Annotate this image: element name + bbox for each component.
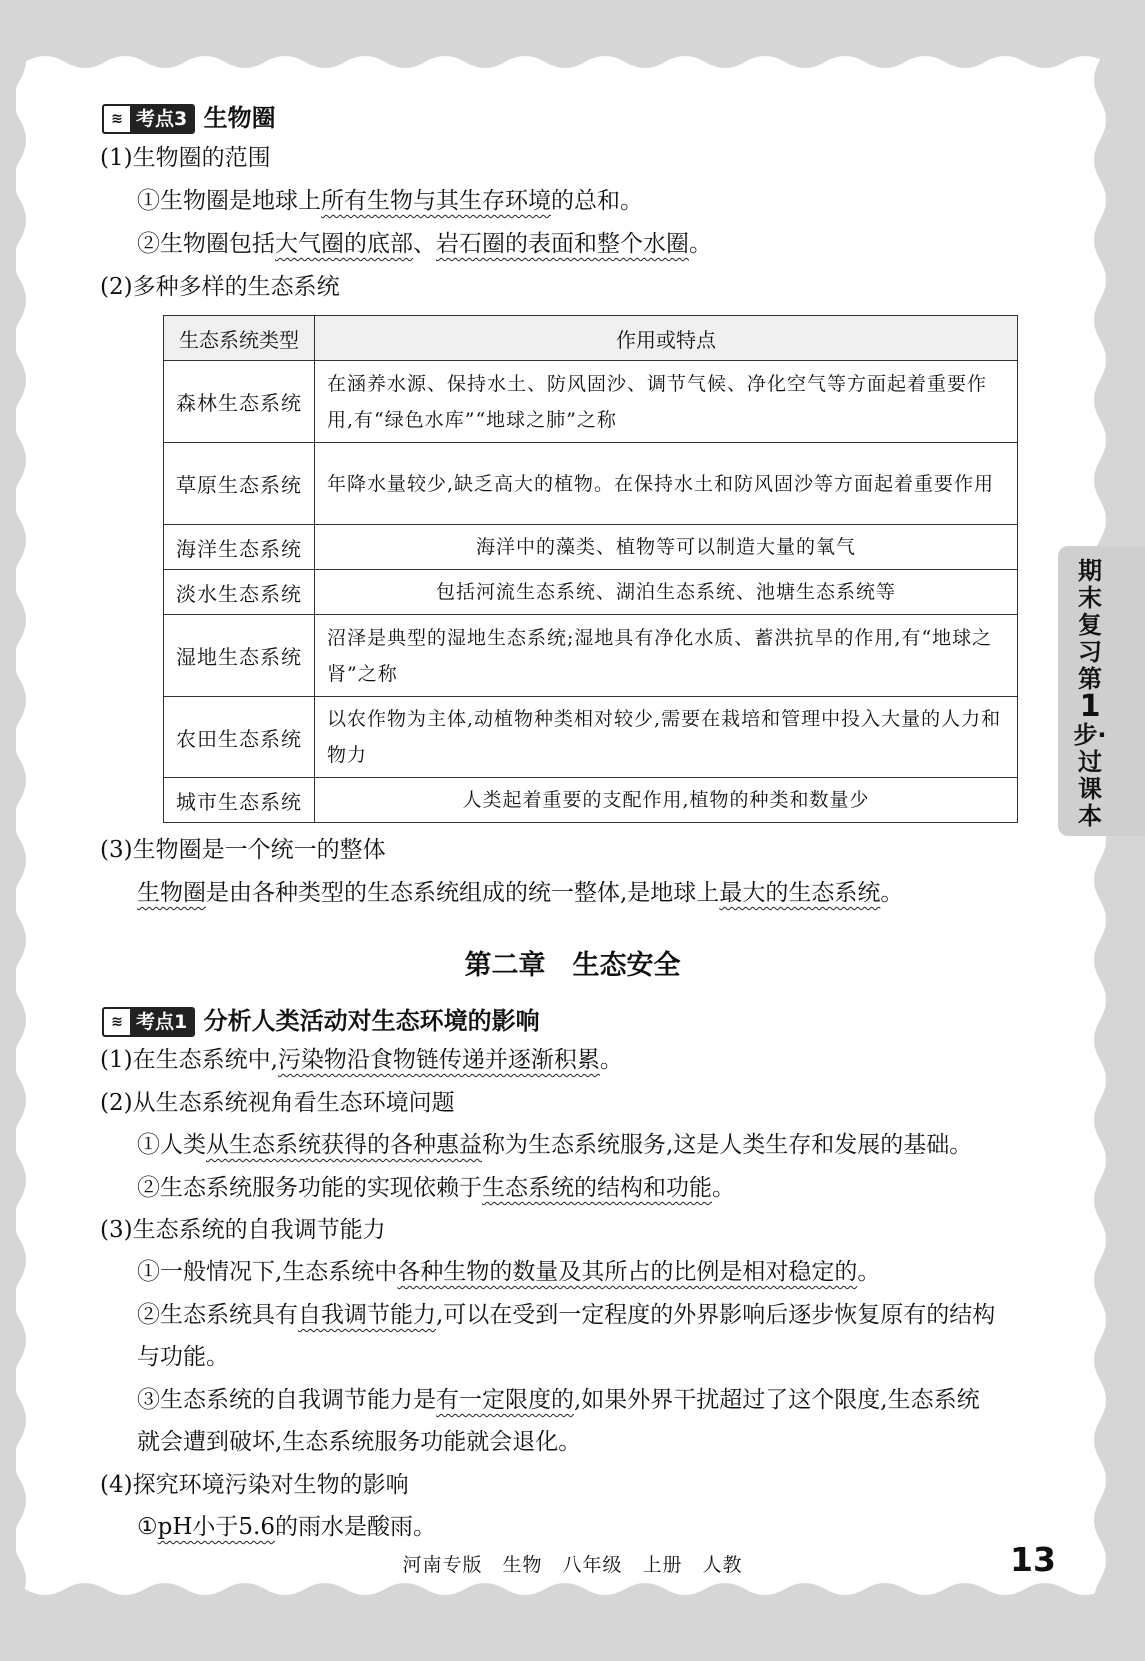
kaodian-badge: ≋ 考点3 bbox=[102, 104, 195, 134]
paragraph: (1)生物圈的范围 bbox=[100, 145, 271, 171]
paragraph: (3)生物圈是一个统一的整体 bbox=[100, 837, 386, 863]
section-title: 生物圈 bbox=[203, 104, 276, 132]
ecosystem-type: 城市生态系统 bbox=[164, 778, 315, 823]
footer: 河南专版 生物 八年级 上册 人教 bbox=[402, 1554, 743, 1576]
wave-icon: ≋ bbox=[111, 1014, 123, 1030]
ecosystem-desc: 人类起着重要的支配作用,植物的种类和数量少 bbox=[315, 778, 1018, 823]
paragraph: (3)生态系统的自我调节能力 bbox=[100, 1217, 386, 1243]
paragraph: ①生物圈是地球上所有生物与其生存环境的总和。 bbox=[137, 188, 643, 214]
paragraph: ①人类从生态系统获得的各种惠益称为生态系统服务,这是人类生存和发展的基础。 bbox=[137, 1132, 973, 1158]
ecosystem-type: 草原生态系统 bbox=[164, 443, 315, 525]
ecosystem-type: 森林生态系统 bbox=[164, 361, 315, 443]
table-row bbox=[164, 443, 1018, 525]
ecosystem-type: 淡水生态系统 bbox=[164, 570, 315, 615]
paragraph: (1)在生态系统中,污染物沿食物链传递并逐渐积累。 bbox=[100, 1047, 623, 1073]
paragraph: ②生态系统具有自我调节能力,可以在受到一定程度的外界影响后逐步恢复原有的结构 bbox=[137, 1302, 996, 1328]
wave-icon: ≋ bbox=[111, 111, 123, 127]
ecosystem-type: 农田生态系统 bbox=[164, 697, 315, 778]
paragraph: ①pH小于5.6的雨水是酸雨。 bbox=[137, 1514, 436, 1540]
paragraph: 生物圈是由各种类型的生态系统组成的统一整体,是地球上最大的生态系统。 bbox=[137, 880, 904, 906]
table-row bbox=[164, 361, 1018, 443]
paragraph: ②生态系统服务功能的实现依赖于生态系统的结构和功能。 bbox=[137, 1175, 735, 1201]
table-row bbox=[164, 778, 1018, 823]
table-row bbox=[164, 525, 1018, 570]
chapter-title: 第二章 生态安全 bbox=[464, 950, 681, 981]
section-3-heading bbox=[102, 98, 276, 134]
paragraph: 就会遭到破坏,生态系统服务功能就会退化。 bbox=[137, 1429, 582, 1455]
paragraph: 与功能。 bbox=[137, 1344, 229, 1370]
kaodian-badge: ≋ 考点1 bbox=[102, 1007, 195, 1037]
ecosystem-desc: 年降水量较少,缺乏高大的植物。在保持水土和防风固沙等方面起着重要作用 bbox=[315, 443, 1018, 525]
section-title: 分析人类活动对生态环境的影响 bbox=[203, 1007, 540, 1035]
paragraph: ②生物圈包括大气圈的底部、岩石圈的表面和整个水圈。 bbox=[137, 231, 712, 257]
table-header-row bbox=[164, 316, 1018, 361]
paragraph: ③生态系统的自我调节能力是有一定限度的,如果外界干扰超过了这个限度,生态系统 bbox=[137, 1387, 980, 1413]
ecosystem-type: 湿地生态系统 bbox=[164, 615, 315, 697]
section-1-heading bbox=[102, 1001, 540, 1037]
paragraph: (4)探究环境污染对生物的影响 bbox=[100, 1472, 409, 1498]
table-row bbox=[164, 570, 1018, 615]
paragraph: (2)多种多样的生态系统 bbox=[100, 274, 340, 300]
ecosystem-desc: 在涵养水源、保持水土、防风固沙、调节气候、净化空气等方面起着重要作用,有“绿色水库”“地球之肺”之称 bbox=[315, 361, 1018, 443]
ecosystem-type: 海洋生态系统 bbox=[164, 525, 315, 570]
ecosystem-table bbox=[163, 315, 1018, 823]
ecosystem-desc: 以农作物为主体,动植物种类相对较少,需要在栽培和管理中投入大量的人力和物力 bbox=[315, 697, 1018, 778]
ecosystem-desc: 沼泽是典型的湿地生态系统;湿地具有净化水质、蓄洪抗旱的作用,有“地球之肾”之称 bbox=[315, 615, 1018, 697]
ecosystem-desc: 海洋中的藻类、植物等可以制造大量的氧气 bbox=[315, 525, 1018, 570]
side-tab-label: 期末复习第1步·过课本 bbox=[1073, 557, 1107, 830]
paragraph: (2)从生态系统视角看生态环境问题 bbox=[100, 1090, 455, 1116]
table-row bbox=[164, 697, 1018, 778]
paragraph: ①一般情况下,生态系统中各种生物的数量及其所占的比例是相对稳定的。 bbox=[137, 1259, 881, 1285]
table-header-cell: 作用或特点 bbox=[315, 316, 1018, 361]
table-row bbox=[164, 615, 1018, 697]
table-header-cell: 生态系统类型 bbox=[164, 316, 315, 361]
ecosystem-desc: 包括河流生态系统、湖泊生态系统、池塘生态系统等 bbox=[315, 570, 1018, 615]
page-number: 13 bbox=[1010, 1540, 1056, 1579]
